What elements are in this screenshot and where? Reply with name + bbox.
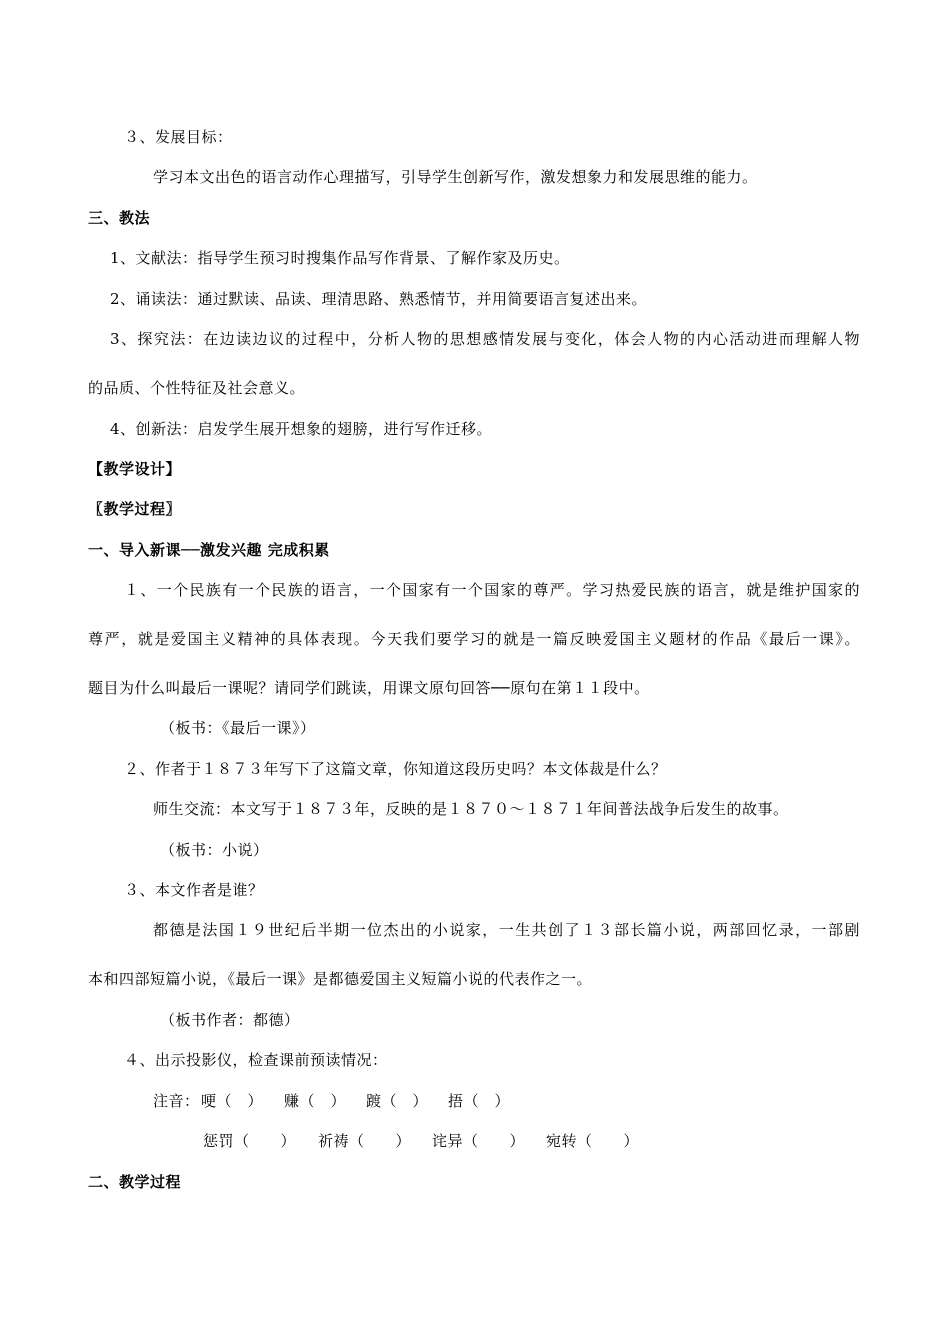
method-item-3: 3、探究法：在边读边议的过程中，分析人物的思想感情发展与变化，体会人物的内心活动进而理解人物: [110, 330, 860, 348]
phonetics-item: 宛转（ ）: [546, 1132, 640, 1150]
phonetics-label: 注音：: [153, 1092, 200, 1110]
phonetics-item: 诧异（ ）: [432, 1132, 526, 1150]
intro-paragraph-line-1: １、一个民族有一个民族的语言，一个国家有一个国家的尊严。学习热爱民族的语言，就是维护国家的: [124, 581, 860, 599]
phonetics-item: 惩罚（ ）: [203, 1132, 297, 1150]
answer-2: 师生交流：本文写于１８７３年，反映的是１８７０～１８７１年间普法战争后发生的故事。: [153, 800, 789, 818]
board-note-title: （板书：《最后一课》）: [160, 719, 316, 737]
method-item-2: 2、诵读法：通过默读、品读、理清思路、熟悉情节，并用简要语言复述出来。: [110, 290, 648, 308]
question-4: ４、出示投影仪，检查课前预读情况：: [124, 1051, 388, 1069]
intro-paragraph-line-3: 题目为什么叫最后一课呢？请同学们跳读，用课文原句回答──原句在第１１段中。: [88, 679, 650, 697]
phonetics-item: 捂（ ）: [448, 1092, 511, 1110]
phonetics-item: 踱（ ）: [366, 1092, 429, 1110]
question-2: ２、作者于１８７３年写下了这篇文章，你知道这段历史吗？本文体裁是什么？: [124, 760, 667, 778]
phonetics-item: 祈祷（ ）: [318, 1132, 412, 1150]
part-one-heading: 一、导入新课──激发兴趣 完成积累: [88, 541, 330, 559]
dev-goal-text: 学习本文出色的语言动作心理描写，引导学生创新写作，激发想象力和发展思维的能力。: [153, 168, 758, 186]
method-item-3-cont: 的品质、个性特征及社会意义。: [88, 379, 306, 397]
question-3: ３、本文作者是谁？: [124, 881, 264, 899]
answer-3-line-1: 都德是法国１９世纪后半期一位杰出的小说家，一生共创了１３部长篇小说，两部回忆录，一部剧: [153, 921, 860, 939]
design-heading: 【教学设计】: [88, 460, 182, 478]
phonetics-item: 哽（ ）: [201, 1092, 264, 1110]
board-note-genre: （板书：小说）: [160, 841, 269, 859]
process-heading: 〖教学过程〗: [88, 500, 182, 518]
methods-heading: 三、教法: [88, 209, 151, 227]
board-note-author: （板书作者：都德）: [160, 1011, 300, 1029]
answer-3-line-2: 本和四部短篇小说，《最后一课》是都德爱国主义短篇小说的代表作之一。: [88, 970, 593, 988]
intro-paragraph-line-2: 尊严，就是爱国主义精神的具体表现。今天我们要学习的就是一篇反映爱国主义题材的作品《最后一课》。: [88, 630, 860, 648]
part-two-heading: 二、教学过程: [88, 1173, 182, 1191]
dev-goal-heading: ３、发展目标：: [124, 128, 233, 146]
method-item-1: 1、文献法：指导学生预习时搜集作品写作背景、了解作家及历史。: [110, 249, 570, 267]
phonetics-item: 赚（ ）: [284, 1092, 347, 1110]
method-item-4: 4、创新法：启发学生展开想象的翅膀，进行写作迁移。: [110, 420, 493, 438]
